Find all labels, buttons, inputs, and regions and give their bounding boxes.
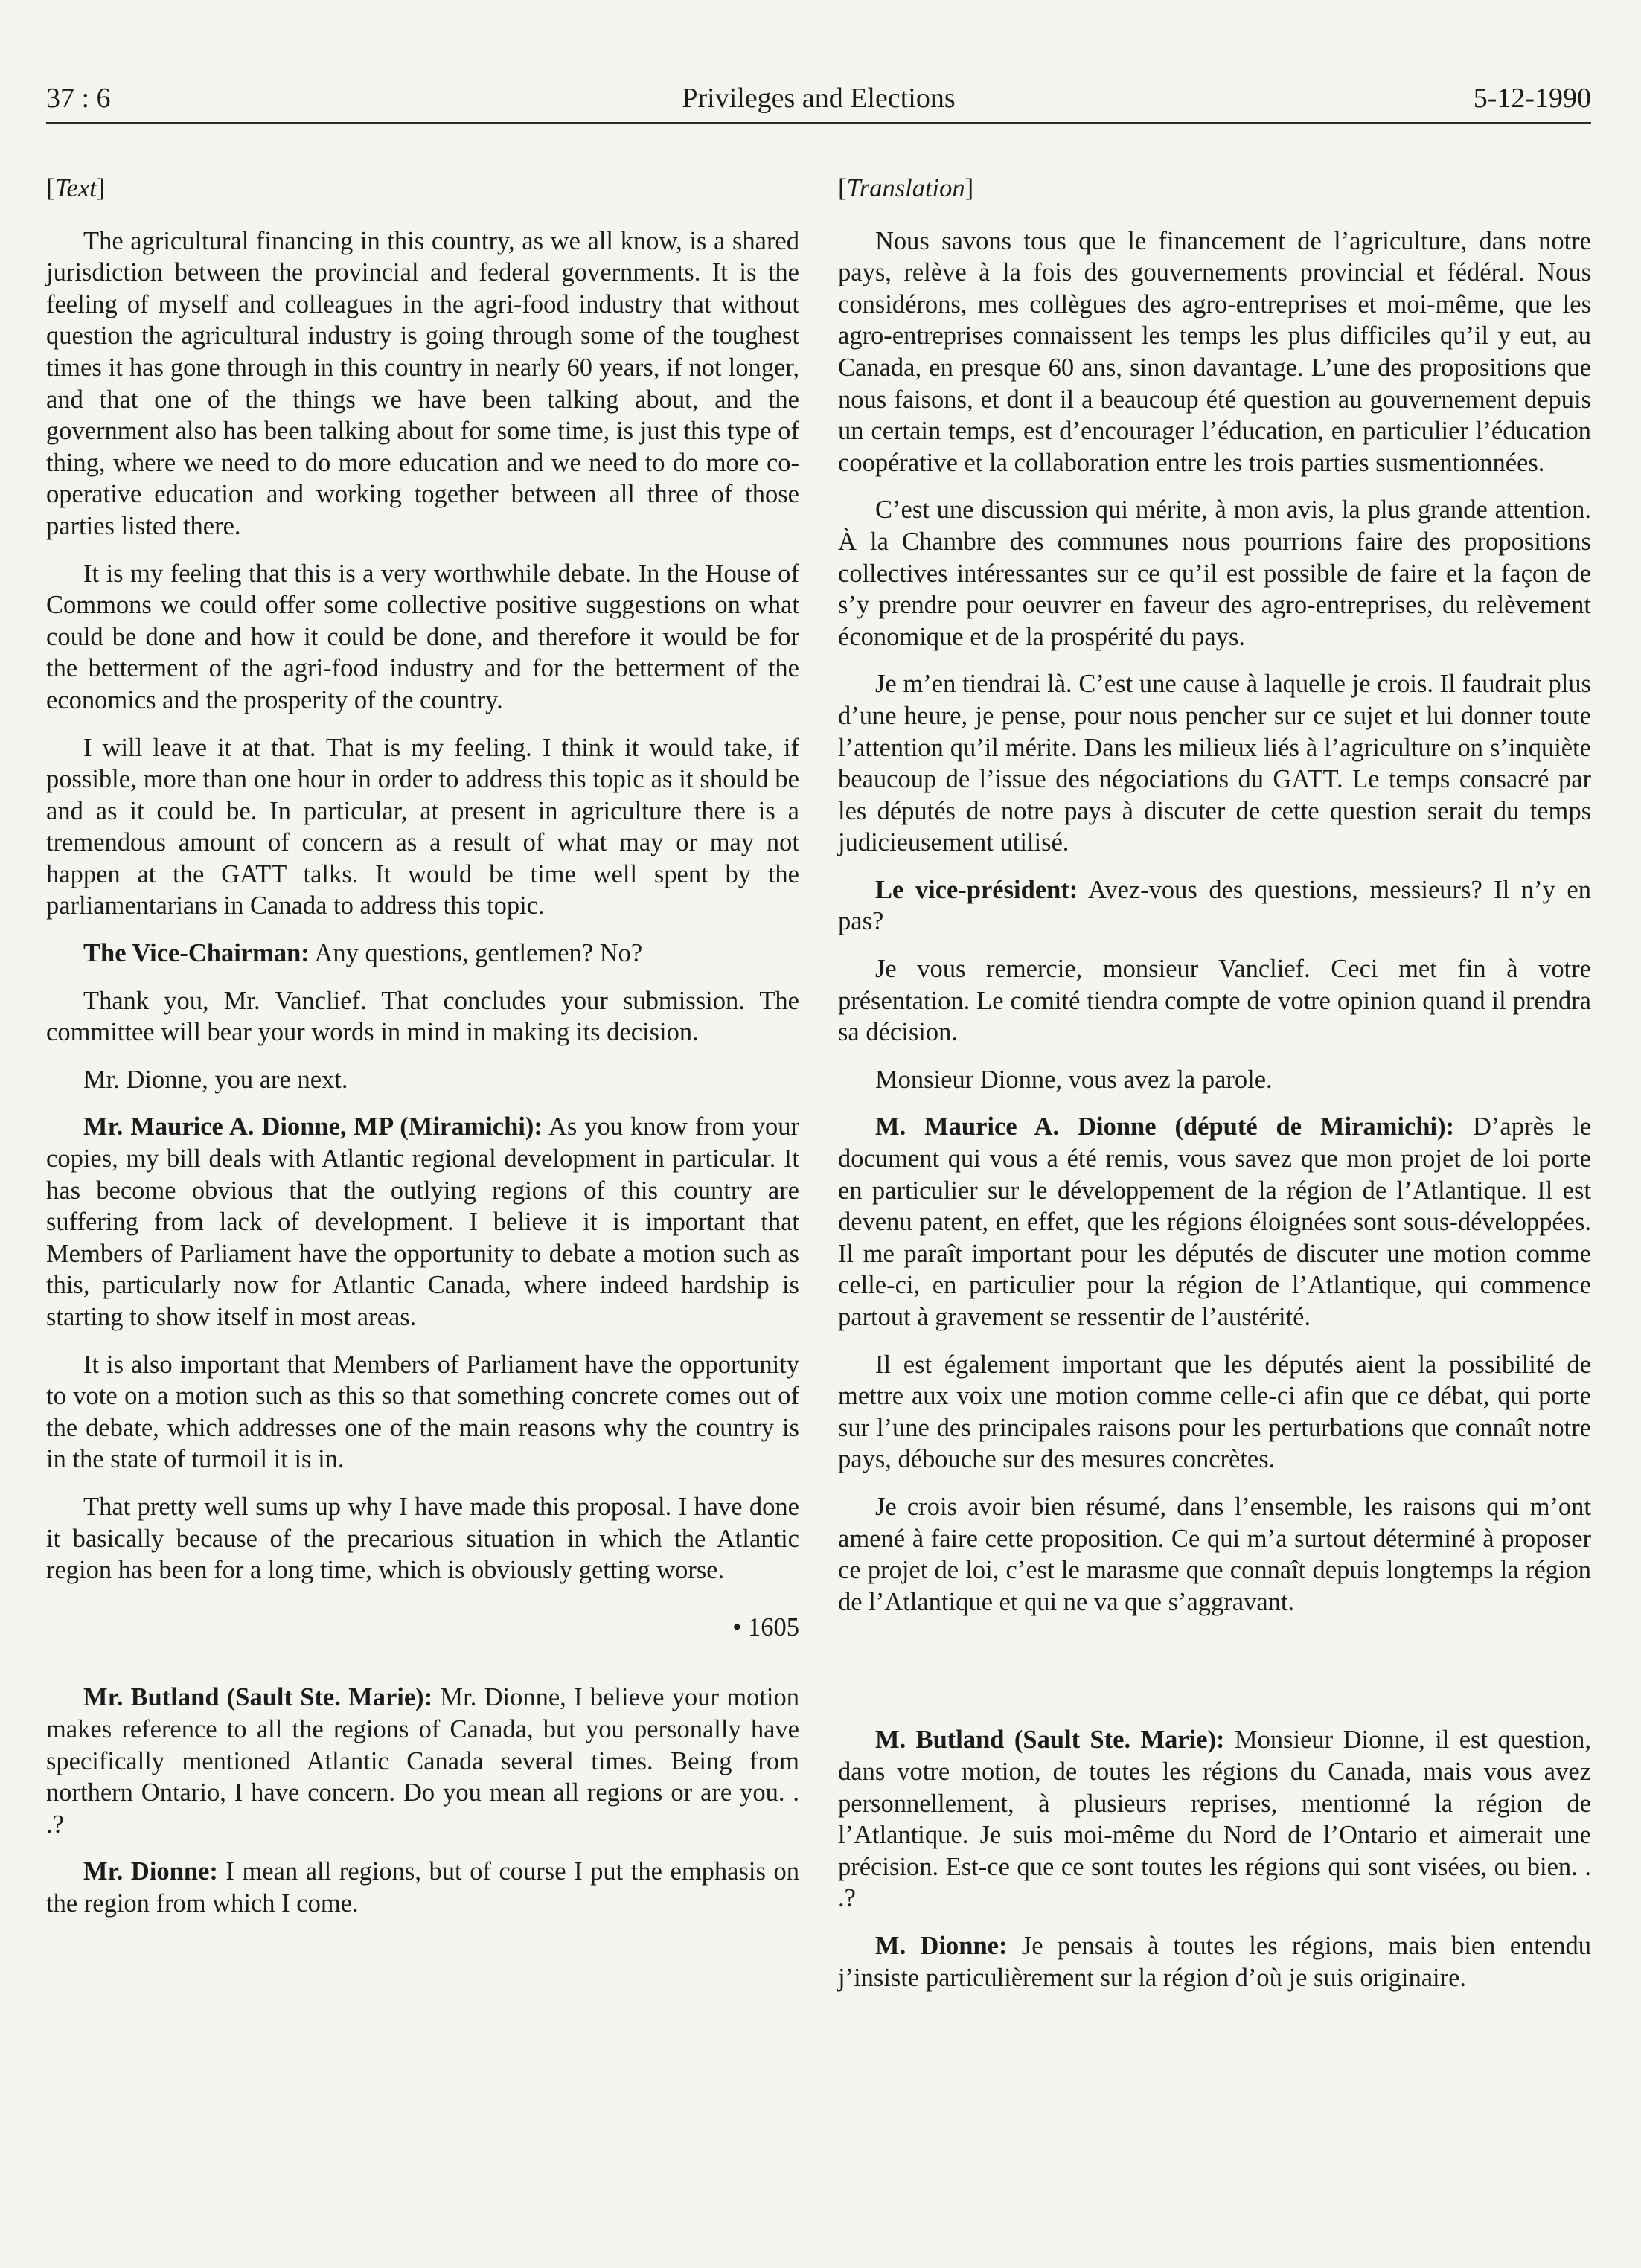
speaker-name: M. Maurice A. Dionne (député de Miramichi): — [875, 1112, 1455, 1141]
speech-text: Any questions, gentlemen? No? — [309, 939, 643, 968]
speaker-name: Mr. Butland (Sault Ste. Marie): — [83, 1683, 433, 1712]
speaker-name: Le vice-président: — [875, 875, 1078, 904]
speech-text: Je pensais à toutes les régions, mais bien entendu j’insiste particulièrement sur la région d’où je suis originaire. — [838, 1931, 1591, 1992]
speaker-paragraph — [46, 1682, 799, 1840]
publication-title: Privileges and Elections — [682, 83, 956, 114]
paragraph: It is also important that Members of Parliament have the opportunity to vote on a motion such as this so that something concrete comes out of the debate, which addresses one of the main reasons why the country is in the state of turmoil it is in. — [46, 1350, 799, 1474]
speaker-paragraph — [838, 1111, 1591, 1333]
speech-text: Monsieur Dionne, il est question, dans votre motion, de toutes les régions du Canada, mais vous avez personnellement, à plusieurs reprises, mentionné la région de l’Atlantique. Je suis moi-même du Nord de l’Ontario et aimerait une précision. Est-ce que ce sont toutes les régions qui sont visées, ou bien. . .? — [838, 1726, 1591, 1913]
page-reference: 37 : 6 — [46, 83, 111, 114]
speaker-paragraph — [46, 1856, 799, 1919]
speaker-paragraph — [838, 874, 1591, 938]
speaker-paragraph — [46, 938, 799, 970]
english-column — [46, 173, 799, 1935]
header-date: 5-12-1990 — [1473, 83, 1591, 114]
column-tag: [Translation] — [838, 174, 974, 202]
paragraph: I will leave it at that. That is my feeling. I think it would take, if possible, more than one hour in order to address this topic as it should be and as it could be. In particular, at present in agriculture there is a tremendous amount of concern as a result of what may or may not happen at the GATT talks. It would be time well spent by the parliamentarians in Canada to address this topic. — [46, 733, 799, 920]
paragraph: It is my feeling that this is a very worthwhile debate. In the House of Commons we could offer some collective positive suggestions on what could be done and how it could be done, and therefore it would be for the betterment of the agri-food industry and for the betterment of the economics and the prosperity of the country. — [46, 559, 799, 714]
speaker-name: Mr. Dionne: — [83, 1857, 218, 1886]
paragraph: That pretty well sums up why I have made this proposal. I have done it basically because of the precarious situation in which the Atlantic region has been for a long time, which is obviously getting worse. — [46, 1492, 799, 1585]
paragraph: The agricultural financing in this country, as we all know, is a shared jurisdiction between the provincial and federal governments. It is the feeling of myself and colleagues in the agri-food industry that without question the agricultural industry is going through some of the toughest times it has gone through in this country in nearly 60 years, if not longer, and that one of the things we have been talking about, and the government also has been talking about for some time, is just this type of thing, where we need to do more education and we need to do more co-operative education and working together between all three of those parties listed there. — [46, 226, 799, 540]
speaker-name: M. Dionne: — [875, 1931, 1008, 1960]
paragraph: Je m’en tiendrai là. C’est une cause à laquelle je crois. Il faudrait plus d’une heure, je pense, pour nous pencher sur ce sujet et lui donner toute l’attention qu’il mérite. Dans les milieux liés à l’agriculture on s’inquiète beaucoup de l’issue des négociations du GATT. Le temps consacré par les députés de notre pays à discuter de cette question serait du temps judicieusement utilisé. — [838, 670, 1591, 857]
column-tag-label: Text — [54, 174, 97, 202]
column-spacer — [838, 1633, 1591, 1724]
paragraph: Nous savons tous que le financement de l’agriculture, dans notre pays, relève à la fois des gouvernements provincial et fédéral. Nous considérons, mes collègues des agro-entreprises et moi-même, que les agro-entreprises connaissent les temps les plus difficiles qu’il y eut, au Canada, en presque 60 ans, sinon davantage. L’une des propositions que nous faisons, et dont il a beaucoup été question au gouvernement depuis un certain temps, est d’encourager l’éducation, en particulier l’éducation coopérative et la collaboration entre les trois parties susmentionnées. — [838, 226, 1591, 477]
speaker-name: Mr. Maurice A. Dionne, MP (Miramichi): — [83, 1112, 543, 1141]
speech-text: As you know from your copies, my bill deals with Atlantic regional development in particular. It has become obvious that the outlying regions of this country are suffering from lack of development. I believe it is important that Members of Parliament have the opportunity to debate a motion such as this, particularly now for Atlantic Canada, where indeed hardship is starting to show itself in most areas. — [46, 1112, 799, 1331]
time-marker: • 1605 — [732, 1612, 799, 1641]
paragraph: C’est une discussion qui mérite, à mon avis, la plus grande attention. À la Chambre des communes nous pourrions faire des propositions collectives intéressantes sur ce qu’il est possible de faire et la façon de s’y prendre pour oeuvrer en faveur des agro-entreprises, du relèvement économique et de la prospérité du pays. — [838, 496, 1591, 651]
speaker-paragraph — [838, 1724, 1591, 1915]
french-column — [838, 173, 1591, 2009]
column-tag: [Text] — [46, 174, 106, 202]
speech-text: Mr. Dionne, I believe your motion makes reference to all the regions of Canada, but you personally have specifically mentioned Atlantic Canada several times. Being from northern Ontario, I have concern. Do you mean all regions or are you. . .? — [46, 1683, 799, 1839]
column-tag-label: Translation — [846, 174, 965, 202]
paragraph: Mr. Dionne, you are next. — [83, 1065, 348, 1094]
paragraph: Il est également important que les députés aient la possibilité de mettre aux voix une motion comme celle-ci afin que ce débat, qui porte sur l’une des principales raisons pour les perturbations que connaît notre pays, débouche sur des mesures concrètes. — [838, 1350, 1591, 1474]
speaker-paragraph — [46, 1111, 799, 1333]
paragraph: Je vous remercie, monsieur Vanclief. Ceci met fin à votre présentation. Le comité tiendra compte de votre opinion quand il prendra sa décision. — [838, 955, 1591, 1047]
speech-text: D’après le document qui vous a été remis, vous savez que mon projet de loi porte en particulier sur le développement de la région de l’Atlantique. Il est devenu patent, en effet, que les régions éloignées sont sous-développées. Il me paraît important pour les députés de discuter une motion comme celle-ci, en particulier pour la région de l’Atlantique, qui commence partout à gravement se ressentir de l’austérité. — [838, 1112, 1592, 1331]
paragraph: Thank you, Mr. Vanclief. That concludes your submission. The committee will bear your words in mind in making its decision. — [46, 986, 799, 1047]
speaker-name: M. Butland (Sault Ste. Marie): — [875, 1726, 1225, 1755]
speaker-name: The Vice-Chairman: — [83, 939, 310, 968]
paragraph: Monsieur Dionne, vous avez la parole. — [875, 1065, 1273, 1094]
paragraph: Je crois avoir bien résumé, dans l’ensemble, les raisons qui m’ont amené à faire cette proposition. Ce qui m’a surtout déterminé à proposer ce projet de loi, c’est le marasme que connaît depuis longtemps la région de l’Atlantique et qui ne va que s’aggravant. — [838, 1492, 1591, 1616]
running-header — [46, 79, 1591, 124]
speech-text: Avez-vous des questions, messieurs? Il n’y en pas? — [838, 875, 1591, 936]
speaker-paragraph — [838, 1930, 1591, 1993]
speech-text: I mean all regions, but of course I put the emphasis on the region from which I come. — [46, 1857, 799, 1918]
